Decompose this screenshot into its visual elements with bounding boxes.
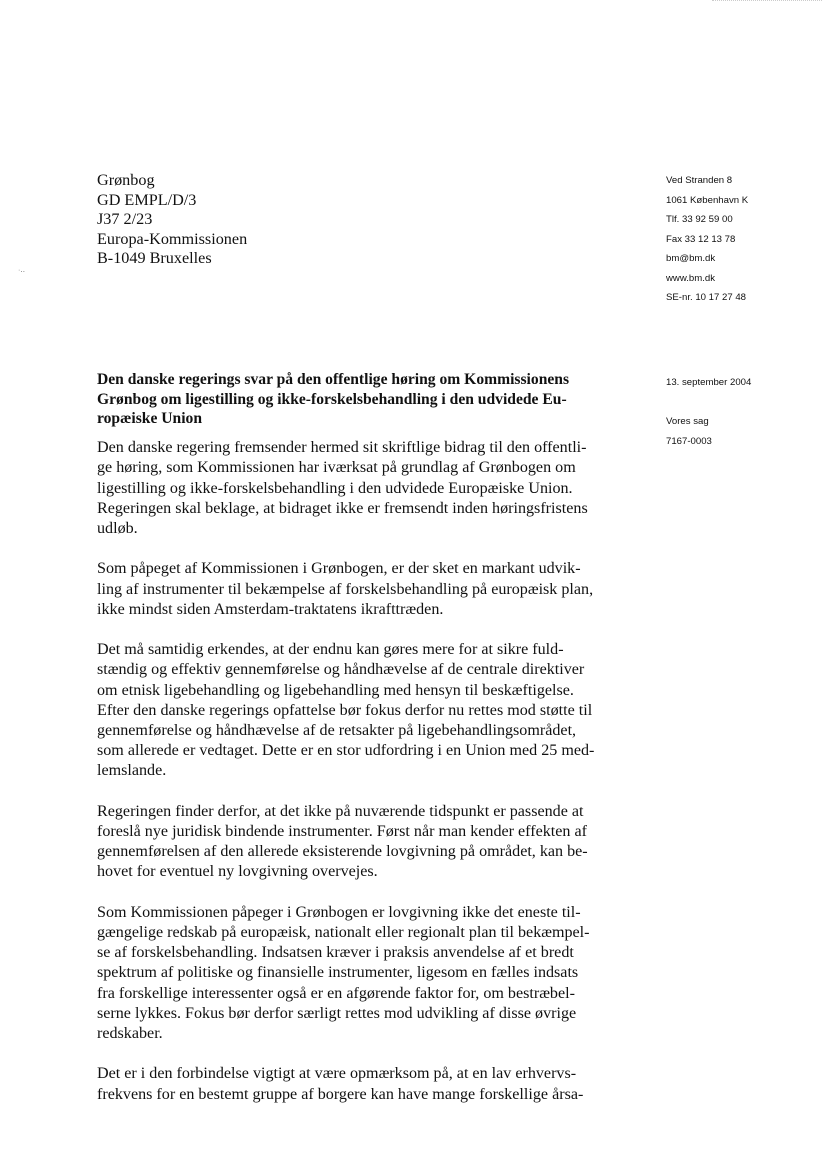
paragraph (97, 1064, 617, 1104)
recipient-line: B-1049 Bruxelles (97, 249, 212, 268)
case-label: Vores sag (666, 416, 709, 427)
paragraph-line: gennemførelsen af den allerede eksisterende lovgivning på området, kan be- (97, 843, 588, 861)
letter-meta (666, 373, 751, 451)
paragraph-line: Som Kommissionen påpeger i Grønbogen er lovgivning ikke det eneste til- (97, 903, 581, 921)
paragraph-line: gennemførelse og håndhævelse af de retsakter på ligebehandlingsområdet, (97, 721, 577, 739)
paragraph-line: Regeringen skal beklage, at bidraget ikke er fremsendt inden høringsfristens (97, 499, 588, 517)
sender-email: bm@bm.dk (666, 253, 716, 264)
paragraph-line: gængelige redskab på europæisk, nationalt eller regionalt plan til bekæmpel- (97, 923, 590, 941)
paragraph-line: Regeringen finder derfor, at det ikke på nuværende tidspunkt er passende at (97, 802, 584, 820)
case-number: 7167-0003 (666, 435, 712, 447)
paragraph-line: om etnisk ligebehandling og ligebehandling med hensyn til beskæftigelse. (97, 681, 574, 699)
paragraph-line: ikke mindst siden Amsterdam-traktatens ikrafttræden. (97, 600, 444, 618)
paragraph-line: udløb. (97, 519, 138, 537)
letter-date: 13. september 2004 (666, 377, 752, 388)
paragraph-line: som allerede er vedtaget. Dette er en stor udfordring i en Union med 25 med- (97, 742, 595, 760)
paragraph-line: ling af instrumenter til bekæmpelse af forskelsbehandling på europæisk plan, (97, 580, 594, 598)
paragraph-line: serne lykkes. Fokus bør derfor særligt rettes mod udvikling af disse øvrige (97, 1004, 577, 1022)
recipient-address (97, 171, 247, 269)
sender-fax: Fax 33 12 13 78 (666, 233, 736, 245)
heading-line: ropæiske Union (97, 410, 202, 428)
sender-city: 1061 København K (666, 194, 749, 206)
sender-phone: Tlf. 33 92 59 00 (666, 214, 733, 225)
recipient-line: Europa-Kommissionen (97, 229, 248, 248)
paragraph-line: Det er i den forbindelse vigtigt at være opmærksom på, at en lav erhvervs- (97, 1065, 577, 1083)
paragraph (97, 438, 617, 539)
paragraph (97, 903, 617, 1044)
paragraph-line: frekvens for en bestemt gruppe af borgere kan have mange forskellige årsa- (97, 1085, 584, 1103)
paragraph-line: spektrum af politiske og finansielle instrumenter, ligesom en fælles indsats (97, 964, 579, 982)
recipient-line: GD EMPL/D/3 (97, 190, 197, 209)
paragraph-line: foreslå nye juridisk bindende instrumenter. Først når man kender effekten af (97, 822, 587, 840)
scan-speck: ·‥ (18, 267, 26, 274)
recipient-line: Grønbog (97, 171, 155, 189)
paragraph-line: Det må samtidig erkendes, at der endnu kan gøres mere for at sikre fuld- (97, 641, 564, 659)
paragraph-line: ge høring, som Kommissionen har iværksat på grundlag af Grønbogen om (97, 459, 576, 477)
paragraph-line: stændig og effektiv gennemførelse og håndhævelse af de centrale direktiver (97, 661, 585, 679)
sender-address: Ved Stranden 8 (666, 175, 733, 186)
paragraph-line: redskaber. (97, 1024, 163, 1042)
sender-contact-block (666, 171, 748, 308)
sender-se-nr: SE-nr. 10 17 27 48 (666, 292, 747, 303)
paragraph-line: Som påpeget af Kommissionen i Grønbogen, er der sket en markant udvik- (97, 560, 581, 578)
sender-web: www.bm.dk (666, 272, 716, 284)
paragraph (97, 640, 617, 781)
paragraph (97, 802, 617, 883)
paragraph-line: se af forskelsbehandling. Indsatsen kræver i praksis anvendelse af et bredt (97, 944, 574, 962)
paragraph-line: Den danske regering fremsender hermed sit skriftlige bidrag til den offentli- (97, 439, 587, 457)
recipient-line: J37 2/23 (97, 210, 153, 229)
scan-artifact (712, 0, 822, 4)
letter-body (97, 370, 617, 1105)
heading-line: Den danske regerings svar på den offentlige høring om Kommissionens (97, 371, 570, 388)
heading-line: Grønbog om ligestilling og ikke-forskelsbehandling i den udvidede Eu- (97, 390, 567, 408)
paragraph (97, 559, 617, 620)
paragraph-line: hovet for eventuel ny lovgivning overvejes. (97, 863, 378, 881)
paragraph-line: ligestilling og ikke-forskelsbehandling i den udvidede Europæiske Union. (97, 479, 573, 497)
paragraph-line: fra forskellige interessenter også er en afgørende faktor for, om bestræbel- (97, 984, 575, 1002)
letter-heading (97, 370, 617, 429)
paragraph-line: Efter den danske regerings opfattelse bør fokus derfor nu rettes mod støtte til (97, 701, 593, 719)
paragraph-line: lemslande. (97, 762, 167, 780)
